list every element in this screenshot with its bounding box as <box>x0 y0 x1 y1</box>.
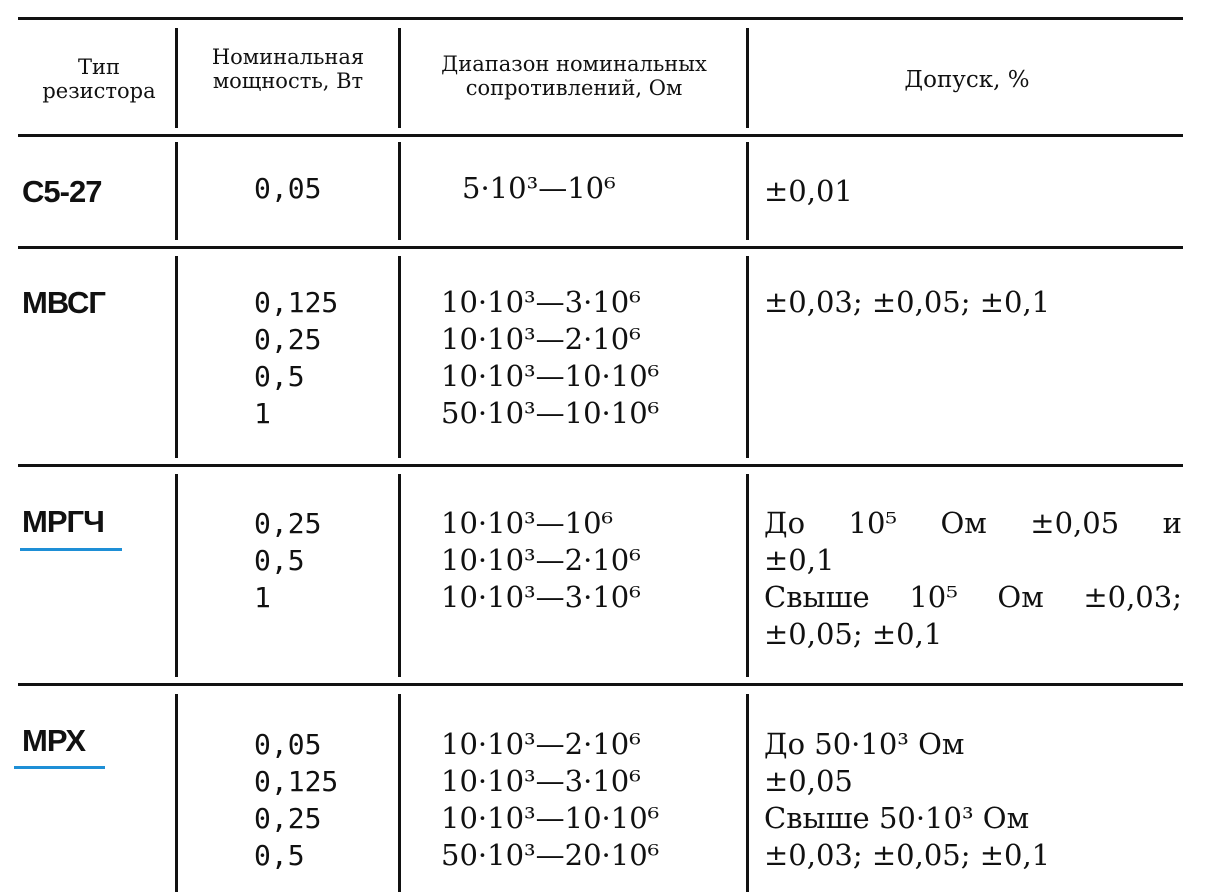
row-divider-2 <box>18 464 1183 467</box>
col-divider <box>175 474 178 677</box>
col-divider <box>398 142 401 240</box>
tolerance-line-justified: Свыше 10⁵ Ом ±0,03; <box>764 580 1182 614</box>
header-resistor-type: Тип резистора <box>42 55 156 103</box>
table-top-rule <box>18 17 1183 20</box>
col-divider <box>398 256 401 458</box>
col-divider <box>398 474 401 677</box>
tolerance-values: До 50·10³ Ом ±0,05 Свыше 50·10³ Ом ±0,03; ±0,05; ±0,1 <box>764 727 1051 872</box>
header-tolerance: Допуск, % <box>904 67 1030 93</box>
row-divider-1 <box>18 246 1183 249</box>
tolerance-values: ±0,03; ±0,05; ±0,1 <box>764 285 1051 319</box>
col-divider <box>175 28 178 128</box>
header-resistance-range: Диапазон номинальных сопротивлений, Ом <box>441 52 707 100</box>
col-divider <box>175 694 178 892</box>
resistance-range-values: 10·10³—2·10⁶ 10·10³—3·10⁶ 10·10³—10·10⁶ 50·10³—20·10⁶ <box>441 727 660 872</box>
power-values: 0,125 0,25 0,5 1 <box>254 286 339 430</box>
highlight-underline <box>14 766 105 769</box>
resistor-type-mrgch: МРГЧ <box>22 504 104 539</box>
col-divider <box>398 28 401 128</box>
power-values: 0,25 0,5 1 <box>254 507 322 614</box>
tolerance-values: ±0,01 <box>764 174 853 208</box>
resistance-range-values: 10·10³—3·10⁶ 10·10³—2·10⁶ 10·10³—10·10⁶ 50·10³—10·10⁶ <box>441 285 660 430</box>
power-values: 0,05 <box>254 172 322 205</box>
resistor-type-mrkh: МРХ <box>22 723 85 758</box>
power-values: 0,05 0,125 0,25 0,5 <box>254 728 339 872</box>
resistor-type-c5-27: С5-27 <box>22 174 102 209</box>
resistor-type-mvsg: МВСГ <box>22 285 105 320</box>
row-divider-3 <box>18 683 1183 686</box>
col-divider <box>746 256 749 458</box>
col-divider <box>398 694 401 892</box>
col-divider <box>746 142 749 240</box>
col-divider <box>746 694 749 892</box>
header-rated-power: Номинальная мощность, Вт <box>211 45 365 93</box>
col-divider <box>175 256 178 458</box>
tolerance-line-justified: До 10⁵ Ом ±0,05 и <box>764 506 1182 540</box>
col-divider <box>746 474 749 677</box>
resistance-range-values: 5·10³—10⁶ <box>462 171 616 205</box>
highlight-underline <box>20 548 122 551</box>
col-divider <box>175 142 178 240</box>
col-divider <box>746 28 749 128</box>
header-bottom-rule <box>18 134 1183 137</box>
tolerance-values: До 10⁵ Ом ±0,05 и ±0,1 Свыше 10⁵ Ом ±0,03; ±0,05; ±0,1 <box>764 506 1182 651</box>
resistance-range-values: 10·10³—10⁶ 10·10³—2·10⁶ 10·10³—3·10⁶ <box>441 506 641 614</box>
